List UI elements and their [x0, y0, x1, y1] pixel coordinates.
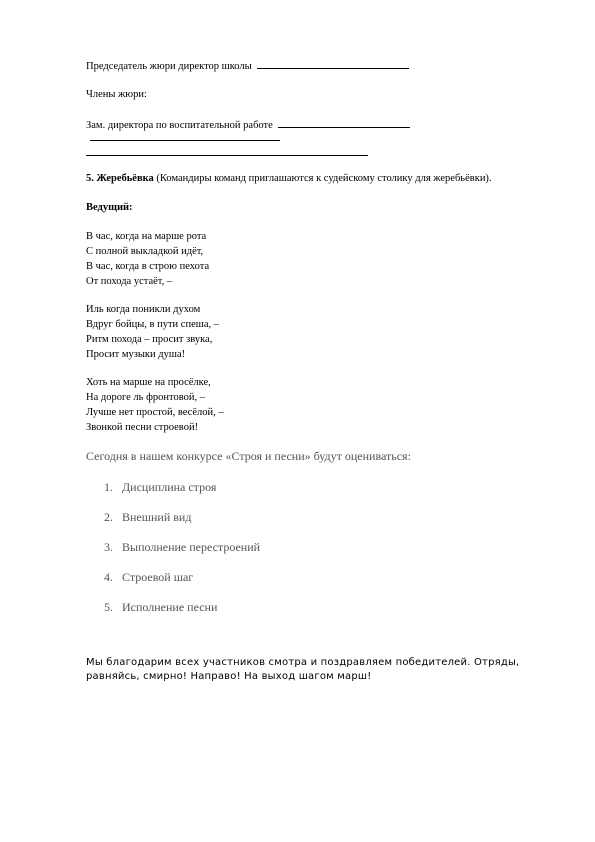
draw-note: (Командиры команд приглашаются к судейскому столику для жеребьёвки).	[156, 173, 492, 184]
poem-line: Звонкой песни строевой!	[86, 422, 199, 433]
criteria-text: Внешний вид	[122, 510, 192, 524]
criteria-number: 2.	[104, 510, 113, 524]
deputy-label: Зам. директора по воспитательной работе	[86, 120, 273, 131]
criteria-item	[104, 570, 193, 585]
poem-line: В час, когда в строю пехота	[86, 261, 210, 272]
poem-line: От похода устаёт, –	[86, 276, 173, 287]
criteria-item	[104, 510, 191, 525]
poem-line: Просит музыки душа!	[86, 349, 186, 360]
criteria-number: 1.	[104, 480, 113, 494]
poem-line: Лучше нет простой, весёлой, –	[86, 407, 224, 418]
draw-line	[86, 172, 492, 185]
poem-line: Хоть на марше на просёлке,	[86, 377, 211, 388]
criteria-item	[104, 480, 216, 495]
jury-members-label: Члены жюри:	[86, 89, 147, 100]
signature-blank	[278, 117, 410, 128]
criteria-item	[104, 540, 260, 555]
criteria-intro: Сегодня в нашем конкурсе «Строя и песни» будут оцениваться:	[86, 449, 411, 463]
host-label: Ведущий:	[86, 202, 133, 213]
poem-line: В час, когда на марше рота	[86, 231, 207, 242]
signature-blank	[257, 58, 409, 69]
poem-line: На дороге ль фронтовой, –	[86, 392, 205, 403]
criteria-number: 5.	[104, 600, 113, 614]
criteria-number: 4.	[104, 570, 113, 584]
jury-chairman-label: Председатель жюри директор школы	[86, 61, 252, 72]
criteria-text: Исполнение песни	[122, 600, 218, 614]
signature-blank-line	[86, 155, 368, 156]
poem-line: Иль когда поникли духом	[86, 304, 201, 315]
criteria-text: Дисциплина строя	[122, 480, 217, 494]
criteria-text: Выполнение перестроений	[122, 540, 261, 554]
poem-line: С полной выкладкой идёт,	[86, 246, 204, 257]
signature-blank-line	[90, 140, 280, 141]
criteria-number: 3.	[104, 540, 113, 554]
poem-line: Ритм похода – просит звука,	[86, 334, 213, 345]
criteria-item	[104, 600, 217, 615]
draw-heading: 5. Жеребьёвка	[86, 173, 154, 184]
criteria-text: Строевой шаг	[122, 570, 194, 584]
jury-chairman-line	[86, 58, 409, 73]
deputy-line	[86, 117, 410, 132]
closing-paragraph: Мы благодарим всех участников смотра и поздравляем победителей. Отряды, равняйсь, смирно! Направо! На выход шагом марш!	[86, 657, 520, 682]
poem-line: Вдруг бойцы, в пути спеша, –	[86, 319, 219, 330]
